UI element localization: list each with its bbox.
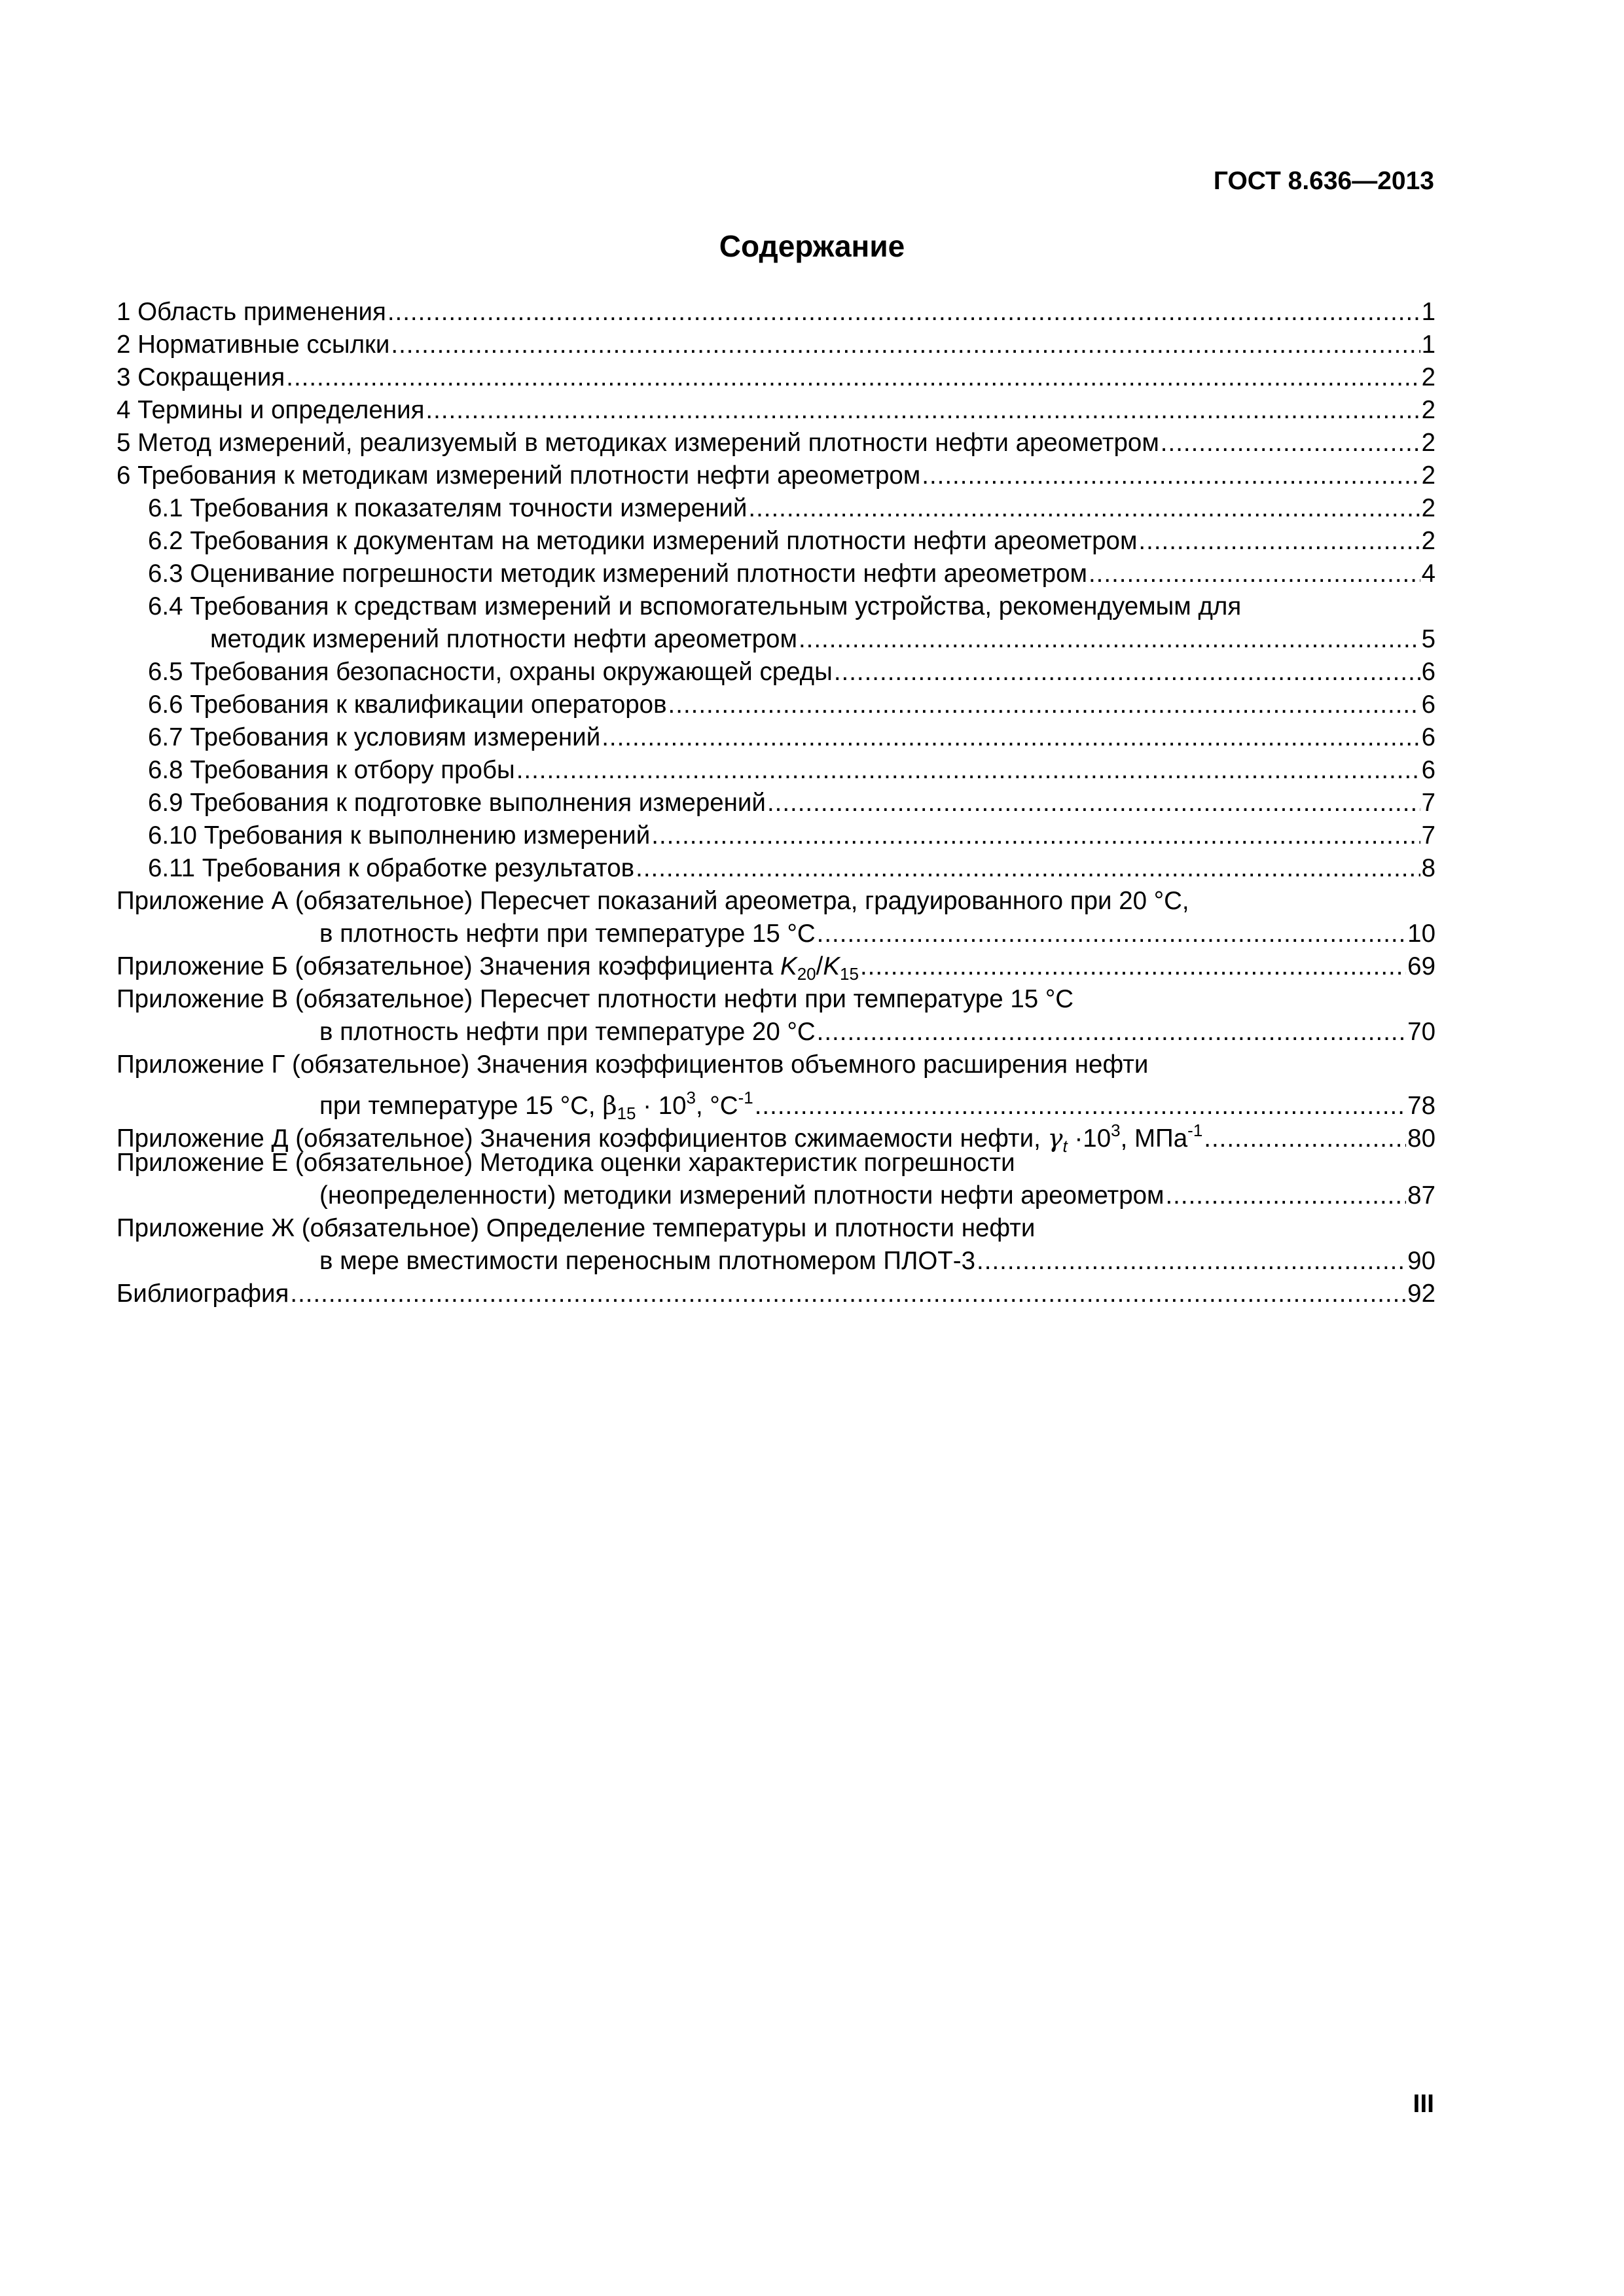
dot-leader <box>651 819 1420 852</box>
toc-entry-appendix-g[interactable] <box>117 1049 1435 1123</box>
toc-entry-title-continuation: при температуре 15 °С, $\beta_{15} \cdot 10^3$, $^\circ С^{-1}$ <box>319 1088 753 1123</box>
toc-page-number: 5 <box>1421 625 1435 653</box>
dot-leader <box>391 329 1420 361</box>
toc-page-number: 2 <box>1421 363 1435 391</box>
toc-entry-6-4[interactable] <box>117 590 1435 656</box>
toc-page-number: 92 <box>1407 1280 1435 1308</box>
toc-entry-title: 6.10 Требования к выполнению измерений <box>148 821 651 850</box>
dot-leader <box>602 721 1420 754</box>
toc-page-number: 8 <box>1421 854 1435 882</box>
toc-entry-title: 6.1 Требования к показателям точности измерений <box>148 494 748 522</box>
dot-leader <box>1161 427 1420 459</box>
toc-entry-title: 6 Требования к методикам измерений плотности нефти ареометром <box>117 461 921 490</box>
toc-entry-title: Библиография <box>117 1280 289 1308</box>
toc-entry-title: 6.3 Оценивание погрешности методик измерений плотности нефти ареометром <box>148 560 1087 588</box>
dot-leader <box>860 950 1406 983</box>
toc-entry-title: 5 Метод измерений, реализуемый в методиках измерений плотности нефти ареометром <box>117 429 1159 457</box>
toc-page-number: 6 <box>1421 691 1435 719</box>
dot-leader <box>425 394 1420 427</box>
page-title: Содержание <box>719 229 905 263</box>
toc-entry-6-5[interactable] <box>117 656 1435 689</box>
dot-leader <box>668 689 1420 721</box>
dot-leader <box>516 754 1420 787</box>
dot-leader <box>817 1016 1407 1049</box>
toc-entry-title: 6.11 Требования к обработке результатов <box>148 854 635 882</box>
dot-leader <box>1165 1179 1406 1212</box>
toc-entry-appendix-v[interactable] <box>117 983 1435 1049</box>
toc-page-number: 90 <box>1407 1247 1435 1275</box>
toc-entry-appendix-e[interactable] <box>117 1147 1435 1212</box>
toc-entry-6-6[interactable] <box>117 689 1435 721</box>
toc-entry-title: 6.4 Требования к средствам измерений и вспомогательным устройства, рекомендуемым для <box>148 592 1242 620</box>
dot-leader <box>636 852 1420 885</box>
document-code: ГОСТ 8.636—2013 <box>1213 167 1434 195</box>
toc-entry-6-7[interactable] <box>117 721 1435 754</box>
toc-entry-title: 6.7 Требования к условиям измерений <box>148 723 601 751</box>
toc-page-number: 2 <box>1421 527 1435 555</box>
dot-leader <box>1138 525 1420 558</box>
toc-entry-bibliography[interactable] <box>117 1278 1435 1310</box>
dot-leader <box>290 1278 1406 1310</box>
toc-entry-6-8[interactable] <box>117 754 1435 787</box>
toc-page-number: 10 <box>1407 920 1435 948</box>
toc-entry-appendix-zh[interactable] <box>117 1212 1435 1278</box>
toc-page-number: 7 <box>1421 789 1435 817</box>
toc-page-number: 78 <box>1407 1092 1435 1120</box>
toc-entry-title-continuation: в плотность нефти при температуре 20 °С <box>319 1018 816 1046</box>
dot-leader <box>1089 558 1420 590</box>
dot-leader <box>767 787 1420 819</box>
toc-entry-6-9[interactable] <box>117 787 1435 819</box>
page-number-roman: III <box>1413 2090 1434 2118</box>
toc-entry-title: Приложение Б (обязательное) Значения коэффициента $K_{20}/K_{15}$ <box>117 952 859 984</box>
dot-leader <box>977 1245 1406 1278</box>
toc-entry-title: 6.8 Требования к отбору пробы <box>148 756 515 784</box>
toc-entry-1[interactable] <box>117 296 1435 329</box>
toc-entry-appendix-a[interactable] <box>117 885 1435 950</box>
dot-leader <box>286 361 1420 394</box>
toc-entry-title-continuation: в мере вместимости переносным плотномером ПЛОТ-3 <box>319 1247 976 1275</box>
toc-page-number: 70 <box>1407 1018 1435 1046</box>
toc-page-number: 6 <box>1421 756 1435 784</box>
toc-entry-6-10[interactable] <box>117 819 1435 852</box>
toc-entry-4[interactable] <box>117 394 1435 427</box>
dot-leader <box>922 459 1420 492</box>
toc-entry-6-2[interactable] <box>117 525 1435 558</box>
toc-entry-title: 2 Нормативные ссылки <box>117 331 390 359</box>
toc-entry-6[interactable] <box>117 459 1435 492</box>
dot-leader <box>799 623 1420 656</box>
toc-entry-title: Приложение Д (обязательное) Значения коэффициентов сжимаемости нефти, $\gamma_t \cdot 10^3$, МПа$^{-1}$ <box>117 1121 1203 1156</box>
toc-page-number: 6 <box>1421 723 1435 751</box>
toc-entry-title: 1 Область применения <box>117 298 386 326</box>
toc-page-number: 2 <box>1421 429 1435 457</box>
table-of-contents <box>117 296 1435 1310</box>
toc-page-number: 6 <box>1421 658 1435 686</box>
dot-leader <box>1204 1122 1406 1155</box>
toc-entry-title: 6.2 Требования к документам на методики измерений плотности нефти ареометром <box>148 527 1138 555</box>
toc-entry-6-11[interactable] <box>117 852 1435 885</box>
toc-entry-title: Приложение Е (обязательное) Методика оценки характеристик погрешности <box>117 1149 1015 1177</box>
toc-page-number: 1 <box>1421 298 1435 326</box>
toc-entry-title-continuation: методик измерений плотности нефти ареометром <box>210 625 797 653</box>
toc-entry-title: 3 Сокращения <box>117 363 285 391</box>
toc-entry-title: 6.5 Требования безопасности, охраны окружающей среды <box>148 658 833 686</box>
toc-entry-6-1[interactable] <box>117 492 1435 525</box>
toc-page-number: 7 <box>1421 821 1435 850</box>
toc-entry-title: Приложение Г (обязательное) Значения коэффициентов объемного расширения нефти <box>117 1050 1149 1079</box>
toc-entry-6-3[interactable] <box>117 558 1435 590</box>
toc-entry-title-continuation: (неопределенности) методики измерений плотности нефти ареометром <box>319 1181 1164 1210</box>
dot-leader <box>817 918 1407 950</box>
toc-entry-title: 6.6 Требования к квалификации операторов <box>148 691 667 719</box>
toc-page-number: 2 <box>1421 494 1435 522</box>
toc-entry-3[interactable] <box>117 361 1435 394</box>
toc-entry-title-continuation: в плотность нефти при температуре 15 °С <box>319 920 816 948</box>
toc-page-number: 2 <box>1421 396 1435 424</box>
toc-page-number: 87 <box>1407 1181 1435 1210</box>
toc-page-number: 4 <box>1421 560 1435 588</box>
toc-entry-title: Приложение А (обязательное) Пересчет показаний ареометра, градуированного при 20 °С, <box>117 887 1189 915</box>
toc-entry-title: Приложение Ж (обязательное) Определение температуры и плотности нефти <box>117 1214 1036 1242</box>
toc-entry-5[interactable] <box>117 427 1435 459</box>
toc-entry-2[interactable] <box>117 329 1435 361</box>
dot-leader <box>748 492 1420 525</box>
toc-entry-title: 6.9 Требования к подготовке выполнения измерений <box>148 789 766 817</box>
toc-entry-title: 4 Термины и определения <box>117 396 425 424</box>
toc-page-number: 1 <box>1421 331 1435 359</box>
toc-entry-appendix-b[interactable] <box>117 950 1435 983</box>
toc-page-number: 2 <box>1421 461 1435 490</box>
toc-page-number: 80 <box>1407 1124 1435 1153</box>
dot-leader <box>834 656 1420 689</box>
toc-entry-title: Приложение В (обязательное) Пересчет плотности нефти при температуре 15 °С <box>117 985 1074 1013</box>
toc-page-number: 69 <box>1407 952 1435 980</box>
dot-leader <box>388 296 1420 329</box>
